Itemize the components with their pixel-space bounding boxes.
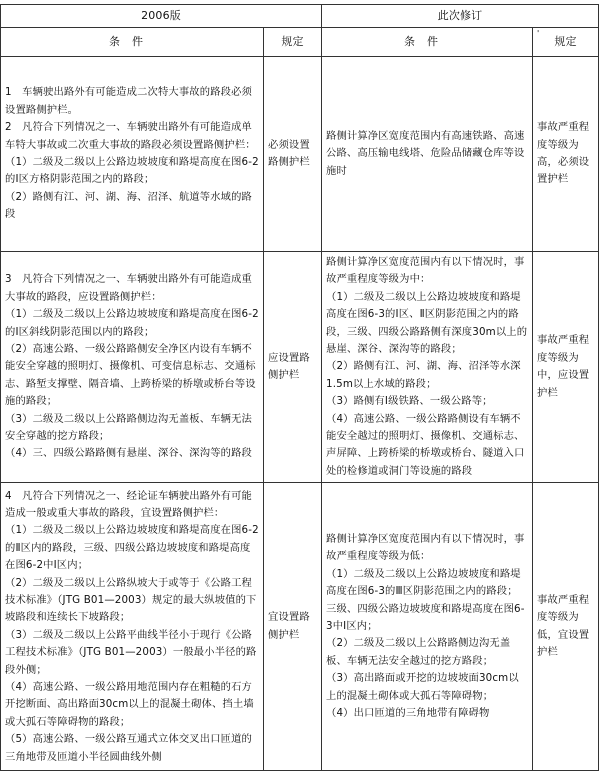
condition-text: （4）三、四级公路路侧有悬崖、深谷、深沟等的路段 bbox=[5, 447, 252, 460]
condition-text: （5）高速公路、一级公路互通式立体交叉出口匝道的三角地带及匝道小半径圆曲线外侧 bbox=[5, 733, 252, 763]
new-regulation-cell: 事故严重程度等级为低，宜设置护栏 bbox=[533, 483, 599, 771]
condition-text: （4）高速公路、一级公路用地范围内存在粗糙的石方开挖断面、高出路面30cm以上的混凝土砌体、挡土墙或大孤石等障碍物的路段； bbox=[5, 681, 254, 728]
condition-text: （3）二级及二级以上公路平曲线半径小于现行《公路工程技术标准》（JTG B01—2003）一般最小半径的路段外侧； bbox=[5, 628, 257, 676]
condition-text: （3）路侧有Ⅰ级铁路、一级公路等； bbox=[326, 395, 493, 408]
condition-text: （1）二级及二级以上公路边坡坡度和路堤高度在图6-2的Ⅱ区内的路段，三级、四级公路边坡坡度和路堤高度在图6-2中Ⅰ区内； bbox=[5, 524, 259, 572]
version-header-row bbox=[1, 5, 599, 28]
condition-text: 路侧计算净区宽度范围内有以下情况时，事故严重程度等级为中： bbox=[326, 256, 525, 286]
tick-mark: ' bbox=[537, 29, 540, 38]
condition-text: （3）高出路面或开挖的边坡坡面30cm以上的混凝土砌体或大孤石等障碍物； bbox=[326, 672, 519, 702]
old-regulation-cell: 必须设置路侧护栏 bbox=[264, 57, 322, 252]
condition-text: 路侧计算净区宽度范围内有高速铁路、高速公路、高压输电线塔、危险品储藏仓库等设施时 bbox=[326, 129, 525, 177]
new-regulation-cell: 事故严重程度等级为中，应设置护栏 bbox=[533, 252, 599, 483]
condition-text: 1 车辆驶出路外有可能造成二次特大事故的路段必须设置路侧护栏。 bbox=[5, 86, 252, 116]
table-row bbox=[1, 483, 599, 771]
condition-text: （1）二级及二级以上公路边坡坡度和路堤高度在图6-3的Ⅰ区、Ⅱ区阴影范围之内的路段，三级、四级公路路侧有深度30m以上的悬崖、深谷、深沟等的路段； bbox=[326, 290, 528, 356]
old-regulation-cell: 宜设置路侧护栏 bbox=[264, 483, 322, 771]
old-regulation-cell: 应设置路侧护栏 bbox=[264, 252, 322, 483]
new-conditions-cell bbox=[322, 57, 533, 252]
condition-text: （1）二级及二级以上公路边坡坡度和路堤高度在图6-2的Ⅰ区方格阴影范围之内的路段； bbox=[5, 156, 259, 186]
column-header-row bbox=[1, 28, 599, 57]
new-regulation-header-label: 规定 bbox=[554, 35, 577, 49]
new-regulation-cell: 事故严重程度等级为高，必须设置护栏 bbox=[533, 57, 599, 252]
old-conditions-cell bbox=[1, 483, 264, 771]
condition-text: 2 凡符合下列情况之一、车辆驶出路外有可能造成单车特大事故或二次重大事故的路段必须设置路侧护栏： bbox=[5, 121, 256, 151]
old-conditions-cell bbox=[1, 57, 264, 252]
old-version-header: 2006版 bbox=[1, 5, 322, 28]
old-condition-header: 条件 bbox=[1, 28, 264, 57]
condition-text: （3）二级及二级以上公路路侧边沟无盖板、车辆无法安全穿越的挖方路段； bbox=[5, 412, 252, 443]
condition-text: （1）二级及二级以上公路边坡坡度和路堤高度在图6-3的Ⅲ区阴影范围之内的路段；三级、四级公路边坡坡度和路堤高度在图6-3中Ⅰ区内； bbox=[326, 567, 525, 633]
table-row bbox=[1, 252, 599, 483]
new-condition-header: 条件 bbox=[322, 28, 533, 57]
condition-text: （2）二级及二级以上公路纵坡大于或等于《公路工程技术标准》（JTG B01—2003）规定的最大纵坡值的下坡路段和连续长下坡路段； bbox=[5, 576, 257, 624]
condition-text: （4）出口匝道的三角地带有障碍物 bbox=[326, 707, 490, 720]
old-regulation-header: 规定 bbox=[264, 28, 322, 57]
new-version-header: 此次修订 bbox=[322, 5, 599, 28]
new-regulation-header bbox=[533, 28, 599, 57]
condition-text: （4）高速公路、一级公路路侧设有车辆不能安全越过的照明灯、摄像机、交通标志、声屏障、上跨桥梁的桥墩或桥台、隧道入口处的检修道或洞门等设施的路段 bbox=[326, 412, 525, 477]
condition-text: （2）路侧有江、河、湖、海、沼泽、航道等水域的路段 bbox=[5, 190, 252, 221]
old-conditions-cell bbox=[1, 252, 264, 483]
condition-text: 4 凡符合下列情况之一、经论证车辆驶出路外有可能造成一般或重大事故的路段，宜设置路侧护栏： bbox=[5, 489, 252, 519]
condition-text: 3 凡符合下列情况之一、车辆驶出路外有可能造成重大事故的路段，应设置路侧护栏： bbox=[5, 273, 252, 303]
condition-text: 路侧计算净区宽度范围内有以下情况时，事故严重程度等级为低： bbox=[326, 533, 525, 563]
comparison-table bbox=[0, 4, 599, 771]
new-conditions-cell bbox=[322, 483, 533, 771]
condition-text: （2）二级及二级以上公路路侧边沟无盖板、车辆无法安全越过的挖方路段； bbox=[326, 637, 511, 667]
condition-text: （2）路侧有江、河、湖、海、沼泽等水深1.5m以上水域的路段； bbox=[326, 360, 521, 390]
condition-text: （2）高速公路、一级公路路侧安全净区内设有车辆不能安全穿越的照明灯、摄像机、可变信息标志、交通标志、路堑支撑壁、隔音墙、上跨桥梁的桥墩或桥台等设施的路段； bbox=[5, 343, 256, 408]
condition-text: （1）二级及二级以上公路边坡坡度和路堤高度在图6-2的Ⅰ区斜线阴影范围以内的路段； bbox=[5, 308, 259, 338]
new-conditions-cell bbox=[322, 252, 533, 483]
table-row bbox=[1, 57, 599, 252]
